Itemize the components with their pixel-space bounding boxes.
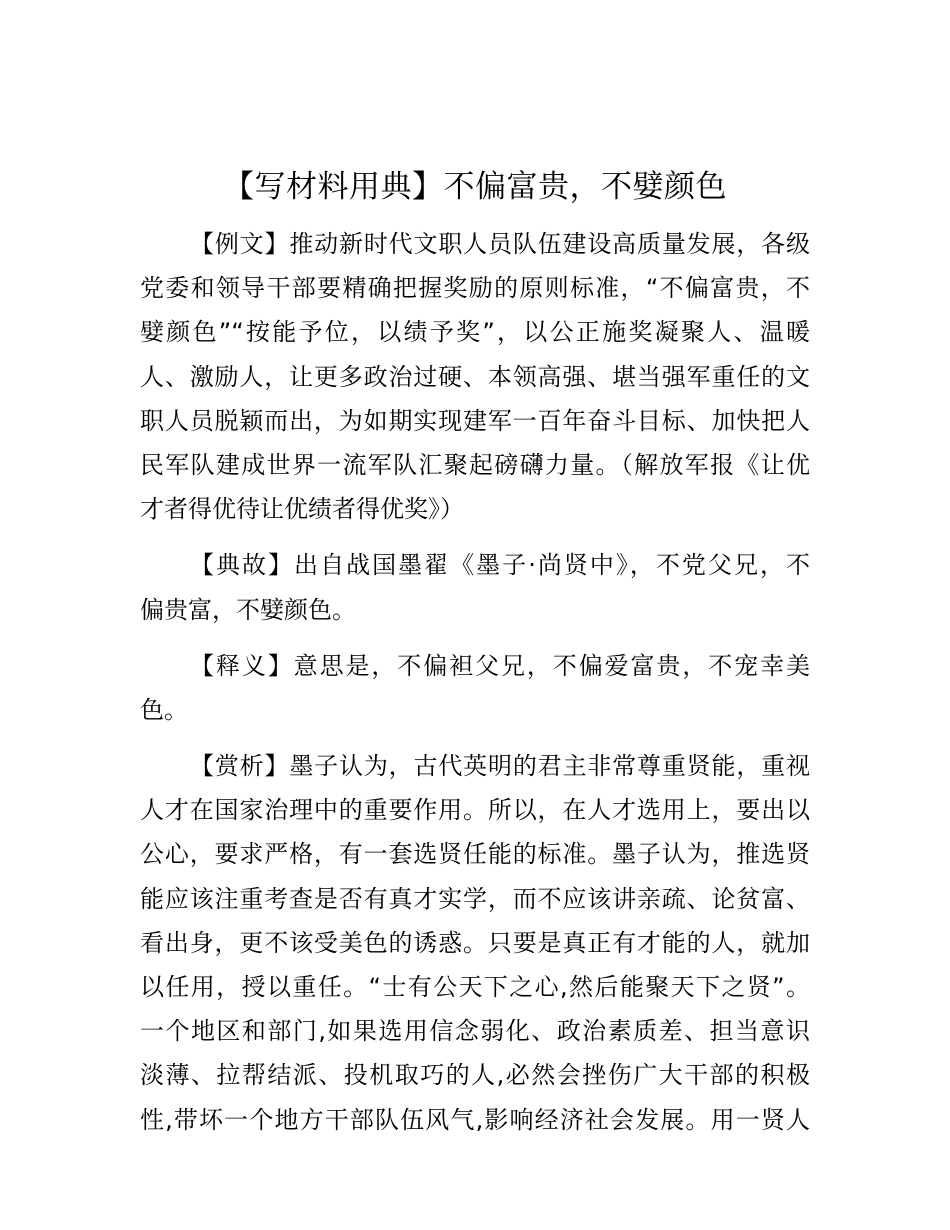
paragraph-analysis (140, 744, 810, 1142)
paragraph-line: 嬖颜色”“按能予位，以绩予奖”，以公正施奖凝聚人、温暖 (140, 318, 810, 347)
paragraph-line: 【例文】推动新时代文职人员队伍建设高质量发展，各级 (190, 230, 810, 258)
paragraph-line: 以任用，授以重任。“士有公天下之心,然后能聚天下之贤”。 (140, 973, 810, 1001)
document-body (140, 222, 810, 1154)
paragraph-example (140, 222, 810, 531)
paragraph-allusion (140, 543, 810, 631)
paragraph-line: 一个地区和部门,如果选用信念弱化、政治素质差、担当意识 (140, 1017, 810, 1046)
paragraph-line: 性,带坏一个地方干部队伍风气,影响经济社会发展。用一贤人 (140, 1105, 810, 1134)
paragraph-meaning (140, 644, 810, 732)
paragraph-line: 【释义】意思是，不偏袒父兄，不偏爱富贵，不宠幸美 (190, 651, 810, 680)
paragraph-line: 能应该注重考查是否有真才实学，而不应该讲亲疏、论贫富、 (140, 884, 810, 913)
paragraph-line: 党委和领导干部要精确把握奖励的原则标准，“不偏富贵，不 (140, 274, 810, 303)
document-title: 【写材料用典】不偏富贵，不嬖颜色 (223, 169, 727, 205)
paragraph-line: 职人员脱颖而出，为如期实现建军一百年奋斗目标、加快把人 (140, 406, 810, 435)
paragraph-line: 看出身，更不该受美色的诱惑。只要是真正有才能的人，就加 (140, 928, 810, 957)
paragraph-line: 【赏析】墨子认为，古代英明的君主非常尊重贤能，重视 (190, 752, 810, 781)
paragraph-line: 人、激励人，让更多政治过硬、本领高强、堪当强军重任的文 (140, 362, 810, 391)
paragraph-line: 色。 (140, 695, 188, 724)
paragraph-line: 民军队建成世界一流军队汇聚起磅礴力量。（解放军报《让优 (140, 450, 810, 479)
paragraph-line: 公心，要求严格，有一套选贤任能的标准。墨子认为，推选贤 (140, 840, 810, 869)
paragraph-line: 人才在国家治理中的重要作用。所以，在人才选用上，要出以 (140, 796, 810, 825)
paragraph-line: 才者得优待让优绩者得优奖》） (140, 495, 464, 524)
paragraph-line: 偏贵富，不嬖颜色。 (140, 595, 356, 624)
paragraph-line: 淡薄、拉帮结派、投机取巧的人,必然会挫伤广大干部的积极 (140, 1061, 810, 1090)
paragraph-line: 【典故】出自战国墨翟《墨子·尚贤中》，不党父兄，不 (190, 551, 810, 580)
